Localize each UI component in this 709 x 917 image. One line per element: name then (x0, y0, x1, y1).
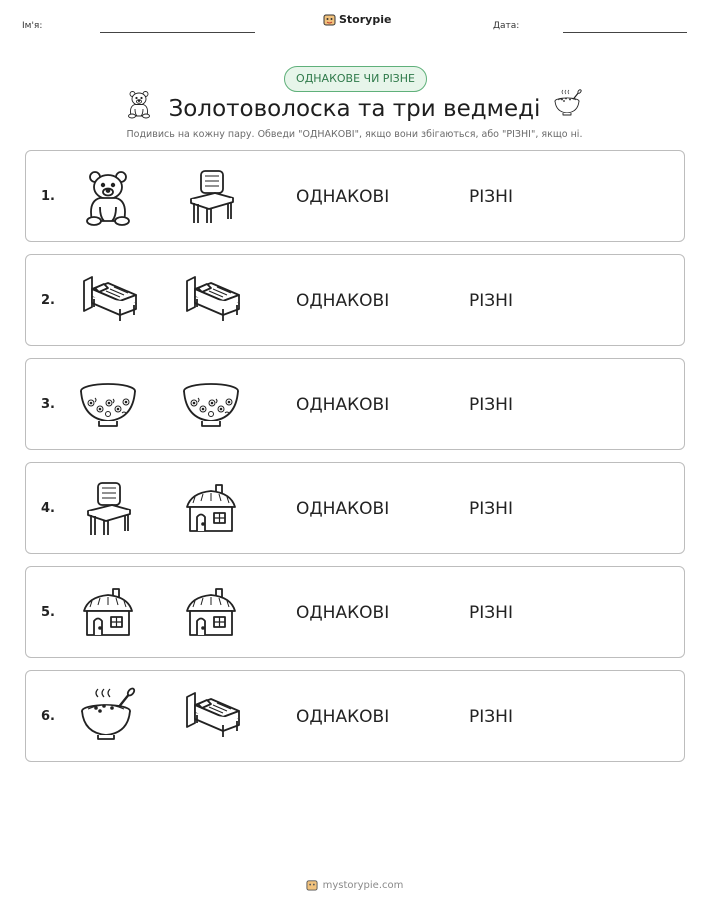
footer-url: mystorypie.com (322, 879, 404, 891)
date-line[interactable] (563, 32, 687, 33)
exercise-row (25, 670, 685, 762)
instructions: Подивись на кожну пару. Обведи "ОДНАКОВІ", якщо вони збігаються, або "РІЗНІ", якщо ні. (126, 129, 583, 140)
brand-name: Storypie (339, 13, 392, 26)
exercise-row (25, 462, 685, 554)
bear-icon (78, 167, 138, 227)
option-same[interactable]: ОДНАКОВІ (296, 603, 390, 623)
category-badge: ОДНАКОВЕ ЧИ РІЗНЕ (284, 66, 427, 92)
date-label: Дата: (493, 21, 520, 31)
option-different[interactable]: РІЗНІ (469, 603, 513, 623)
storypie-logo-icon (306, 879, 318, 891)
exercise-row (25, 358, 685, 450)
option-different[interactable]: РІЗНІ (469, 499, 513, 519)
option-different[interactable]: РІЗНІ (469, 291, 513, 311)
exercise-row (25, 150, 685, 242)
option-different[interactable]: РІЗНІ (469, 395, 513, 415)
row-number: 2. (41, 293, 55, 308)
porridge-bowl-icon (78, 687, 138, 747)
page-title: Золотоволоска та три ведмеді (168, 96, 541, 122)
option-same[interactable]: ОДНАКОВІ (296, 395, 390, 415)
porridge-bowl-icon (552, 89, 584, 119)
exercise-row (25, 254, 685, 346)
storypie-logo-icon (323, 13, 336, 26)
cottage-icon (78, 583, 138, 643)
option-same[interactable]: ОДНАКОВІ (296, 291, 390, 311)
decorated-bowl-icon (78, 375, 138, 435)
cottage-icon (181, 583, 241, 643)
name-label: Ім'я: (22, 21, 43, 31)
row-number: 5. (41, 605, 55, 620)
header (0, 0, 709, 40)
brand-logo (323, 13, 391, 26)
chair-icon (78, 479, 138, 539)
row-number: 4. (41, 501, 55, 516)
footer (0, 879, 709, 891)
option-different[interactable]: РІЗНІ (469, 187, 513, 207)
option-different[interactable]: РІЗНІ (469, 707, 513, 727)
option-same[interactable]: ОДНАКОВІ (296, 707, 390, 727)
row-number: 6. (41, 709, 55, 724)
bed-icon (78, 271, 138, 331)
row-number: 3. (41, 397, 55, 412)
option-same[interactable]: ОДНАКОВІ (296, 499, 390, 519)
row-number: 1. (41, 189, 55, 204)
decorated-bowl-icon (181, 375, 241, 435)
bed-icon (181, 687, 241, 747)
cottage-icon (181, 479, 241, 539)
name-line[interactable] (100, 32, 255, 33)
chair-icon (181, 167, 241, 227)
exercise-row (25, 566, 685, 658)
option-same[interactable]: ОДНАКОВІ (296, 187, 390, 207)
bed-icon (181, 271, 241, 331)
